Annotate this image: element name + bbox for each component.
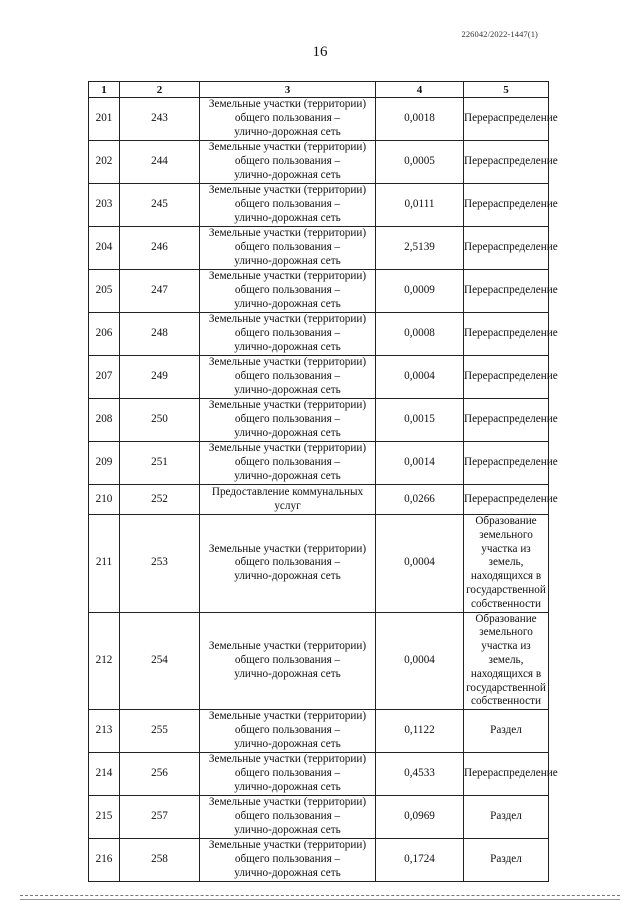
land-use-category: Земельные участки (территории) общего пользования – улично-дорожная сеть xyxy=(200,710,376,753)
land-use-category: Земельные участки (территории) общего пользования – улично-дорожная сеть xyxy=(200,796,376,839)
plot-number: 243 xyxy=(120,98,200,141)
land-use-category: Земельные участки (территории) общего пользования – улично-дорожная сеть xyxy=(200,839,376,882)
plot-number: 258 xyxy=(120,839,200,882)
formation-method: Перераспределение xyxy=(464,184,549,227)
row-number: 204 xyxy=(89,227,120,270)
formation-method: Перераспределение xyxy=(464,485,549,515)
plot-number: 253 xyxy=(120,515,200,613)
plot-number: 256 xyxy=(120,753,200,796)
table-row xyxy=(89,442,549,485)
plot-number: 257 xyxy=(120,796,200,839)
row-number: 207 xyxy=(89,356,120,399)
plot-number: 255 xyxy=(120,710,200,753)
formation-method: Перераспределение xyxy=(464,270,549,313)
table-header-row xyxy=(89,82,549,98)
land-use-category: Земельные участки (территории) общего пользования – улично-дорожная сеть xyxy=(200,399,376,442)
plot-number: 252 xyxy=(120,485,200,515)
plot-area: 0,1122 xyxy=(376,710,464,753)
table-row xyxy=(89,270,549,313)
table-row xyxy=(89,485,549,515)
row-number: 211 xyxy=(89,515,120,613)
table-row xyxy=(89,356,549,399)
formation-method: Перераспределение xyxy=(464,141,549,184)
header-col-4: 4 xyxy=(376,82,464,98)
plot-area: 0,4533 xyxy=(376,753,464,796)
page-footer-divider xyxy=(20,895,620,900)
formation-method: Раздел xyxy=(464,839,549,882)
plot-area: 0,0004 xyxy=(376,612,464,710)
plot-area: 0,0004 xyxy=(376,515,464,613)
row-number: 212 xyxy=(89,612,120,710)
plot-area: 0,0014 xyxy=(376,442,464,485)
formation-method: Перераспределение xyxy=(464,356,549,399)
table-row xyxy=(89,98,549,141)
plot-area: 0,0111 xyxy=(376,184,464,227)
document-id: 226042/2022-1447(1) xyxy=(461,29,538,39)
plot-area: 0,1724 xyxy=(376,839,464,882)
row-number: 201 xyxy=(89,98,120,141)
land-use-category: Земельные участки (территории) общего пользования – улично-дорожная сеть xyxy=(200,313,376,356)
plot-area: 0,0969 xyxy=(376,796,464,839)
formation-method: Перераспределение xyxy=(464,98,549,141)
table-row xyxy=(89,184,549,227)
row-number: 210 xyxy=(89,485,120,515)
plot-area: 0,0004 xyxy=(376,356,464,399)
table-row xyxy=(89,399,549,442)
table-row xyxy=(89,313,549,356)
land-use-category: Земельные участки (территории) общего пользования – улично-дорожная сеть xyxy=(200,98,376,141)
page-number: 16 xyxy=(312,44,328,60)
plot-area: 0,0005 xyxy=(376,141,464,184)
formation-method: Образование земельного участка из земель, находящихся в государственной собственности xyxy=(464,515,549,613)
table-row xyxy=(89,839,549,882)
land-use-category: Земельные участки (территории) общего пользования – улично-дорожная сеть xyxy=(200,270,376,313)
formation-method: Раздел xyxy=(464,796,549,839)
header-col-2: 2 xyxy=(120,82,200,98)
plot-number: 247 xyxy=(120,270,200,313)
plot-area: 0,0266 xyxy=(376,485,464,515)
plot-number: 248 xyxy=(120,313,200,356)
plot-area: 0,0018 xyxy=(376,98,464,141)
row-number: 214 xyxy=(89,753,120,796)
plot-number: 249 xyxy=(120,356,200,399)
header-col-3: 3 xyxy=(200,82,376,98)
table-row xyxy=(89,612,549,710)
land-use-category: Земельные участки (территории) общего пользования – улично-дорожная сеть xyxy=(200,612,376,710)
plot-area: 2,5139 xyxy=(376,227,464,270)
row-number: 206 xyxy=(89,313,120,356)
formation-method: Перераспределение xyxy=(464,442,549,485)
formation-method: Перераспределение xyxy=(464,227,549,270)
table-row xyxy=(89,753,549,796)
plot-number: 251 xyxy=(120,442,200,485)
row-number: 215 xyxy=(89,796,120,839)
plot-number: 250 xyxy=(120,399,200,442)
plot-area: 0,0009 xyxy=(376,270,464,313)
header-col-1: 1 xyxy=(89,82,120,98)
land-use-category: Земельные участки (территории) общего пользования – улично-дорожная сеть xyxy=(200,442,376,485)
row-number: 208 xyxy=(89,399,120,442)
formation-method: Перераспределение xyxy=(464,753,549,796)
plot-number: 246 xyxy=(120,227,200,270)
plot-area: 0,0008 xyxy=(376,313,464,356)
formation-method: Перераспределение xyxy=(464,399,549,442)
land-plots-table xyxy=(88,81,558,882)
land-use-category: Земельные участки (территории) общего пользования – улично-дорожная сеть xyxy=(200,356,376,399)
plot-number: 244 xyxy=(120,141,200,184)
formation-method: Перераспределение xyxy=(464,313,549,356)
plot-area: 0,0015 xyxy=(376,399,464,442)
land-use-category: Земельные участки (территории) общего пользования – улично-дорожная сеть xyxy=(200,753,376,796)
land-use-category: Земельные участки (территории) общего пользования – улично-дорожная сеть xyxy=(200,515,376,613)
table-row xyxy=(89,515,549,613)
row-number: 203 xyxy=(89,184,120,227)
land-use-category: Земельные участки (территории) общего пользования – улично-дорожная сеть xyxy=(200,227,376,270)
row-number: 213 xyxy=(89,710,120,753)
header-col-5: 5 xyxy=(464,82,549,98)
land-use-category: Земельные участки (территории) общего пользования – улично-дорожная сеть xyxy=(200,141,376,184)
row-number: 205 xyxy=(89,270,120,313)
row-number: 202 xyxy=(89,141,120,184)
table-row xyxy=(89,141,549,184)
table-row xyxy=(89,710,549,753)
row-number: 216 xyxy=(89,839,120,882)
table-row xyxy=(89,796,549,839)
plot-number: 245 xyxy=(120,184,200,227)
land-use-category: Предоставление коммунальных услуг xyxy=(200,485,376,515)
row-number: 209 xyxy=(89,442,120,485)
table-row xyxy=(89,227,549,270)
plot-number: 254 xyxy=(120,612,200,710)
land-use-category: Земельные участки (территории) общего пользования – улично-дорожная сеть xyxy=(200,184,376,227)
formation-method: Раздел xyxy=(464,710,549,753)
formation-method: Образование земельного участка из земель, находящихся в государственной собственности xyxy=(464,612,549,710)
